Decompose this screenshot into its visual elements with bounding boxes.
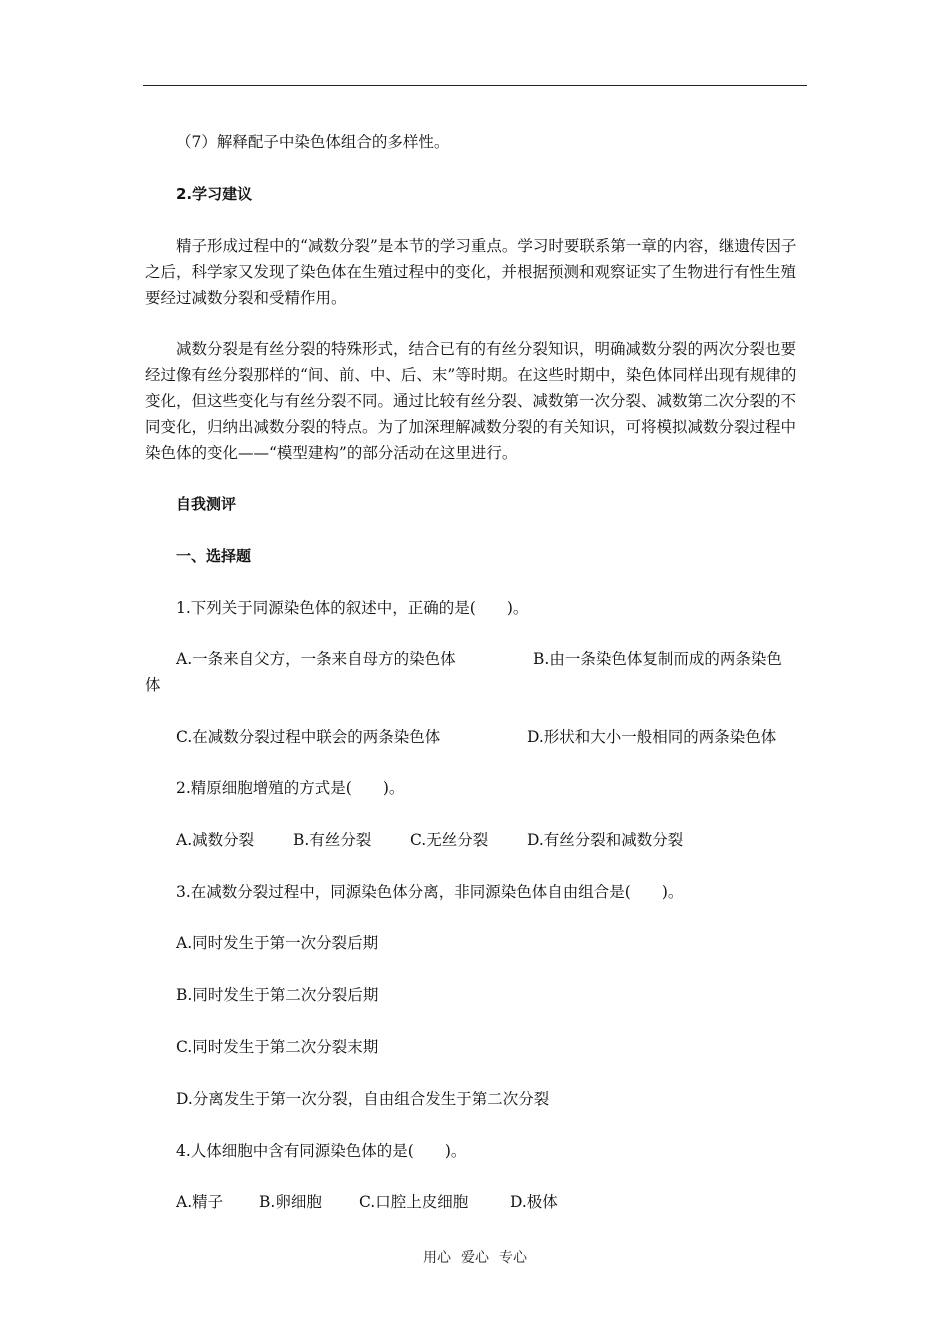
objective-7: （7）解释配子中染色体组合的多样性。 [176, 133, 450, 151]
question-1-option-b-cont: 体 [145, 676, 161, 694]
choice-heading: 一、选择题 [176, 547, 252, 565]
self-test-heading: 自我测评 [176, 495, 237, 513]
question-4-stem: 4.人体细胞中含有同源染色体的是( )。 [176, 1142, 467, 1160]
paragraph-2: 减数分裂是有丝分裂的特殊形式，结合已有的有丝分裂知识，明确减数分裂的两次分裂也要经过像有丝分裂那样的“间、前、中、后、末”等时期。在这些时期中，染色体同样出现有规律的变化，但这些变化与有丝分裂不同。通过比较有丝分裂、减数第一次分裂、减数第二次分裂的不同变化，归纳出减数分裂的特点。为了加深理解减数分裂的有关知识，可将模拟减数分裂过程中染色体的变化——“模型建构”的部分活动在这里进行。 [145, 340, 797, 462]
question-2-option-b: B.有丝分裂 [293, 831, 372, 849]
question-3-option-d: D.分离发生于第一次分裂，自由组合发生于第二次分裂 [176, 1090, 550, 1108]
question-3-option-b: B.同时发生于第二次分裂后期 [176, 986, 379, 1004]
question-2-option-c: C.无丝分裂 [410, 831, 489, 849]
question-3-stem: 3.在减数分裂过程中，同源染色体分离，非同源染色体自由组合是( )。 [176, 883, 684, 901]
question-4-option-d: D.极体 [510, 1193, 558, 1211]
question-3-option-c: C.同时发生于第二次分裂末期 [176, 1038, 379, 1056]
question-2-stem: 2.精原细胞增殖的方式是( )。 [176, 779, 405, 797]
question-4-option-a: A.精子 [176, 1193, 224, 1211]
question-1-option-a: A.一条来自父方，一条来自母方的染色体 [176, 650, 456, 668]
header-rule [143, 85, 807, 86]
footer-word-1: 用心 [423, 1250, 451, 1266]
question-4-options [145, 1189, 840, 1215]
question-2-option-a: A.减数分裂 [176, 831, 255, 849]
question-4-option-c: C.口腔上皮细胞 [359, 1193, 469, 1211]
question-1-option-c: C.在减数分裂过程中联会的两条染色体 [176, 728, 441, 746]
question-1-options-cd [145, 724, 840, 750]
question-1-options-ab [145, 646, 840, 672]
footer-word-3: 专心 [499, 1250, 527, 1266]
question-2-option-d: D.有丝分裂和减数分裂 [527, 831, 684, 849]
paragraph-1: 精子形成过程中的“减数分裂”是本节的学习重点。学习时要联系第一章的内容，继遗传因子之后，科学家又发现了染色体在生殖过程中的变化，并根据预测和观察证实了生物进行有性生殖要经过减数分裂和受精作用。 [145, 237, 797, 307]
question-1-option-d: D.形状和大小一般相同的两条染色体 [527, 728, 777, 746]
question-1-stem: 1.下列关于同源染色体的叙述中，正确的是( )。 [176, 599, 529, 617]
question-2-options [145, 827, 840, 853]
question-1-option-b: B.由一条染色体复制而成的两条染色 [533, 650, 782, 668]
page-footer [0, 1247, 950, 1267]
section-2-heading: 2.学习建议 [176, 185, 253, 203]
footer-word-2: 爱心 [461, 1250, 489, 1266]
question-4-option-b: B.卵细胞 [259, 1193, 322, 1211]
question-3-option-a: A.同时发生于第一次分裂后期 [176, 934, 379, 952]
